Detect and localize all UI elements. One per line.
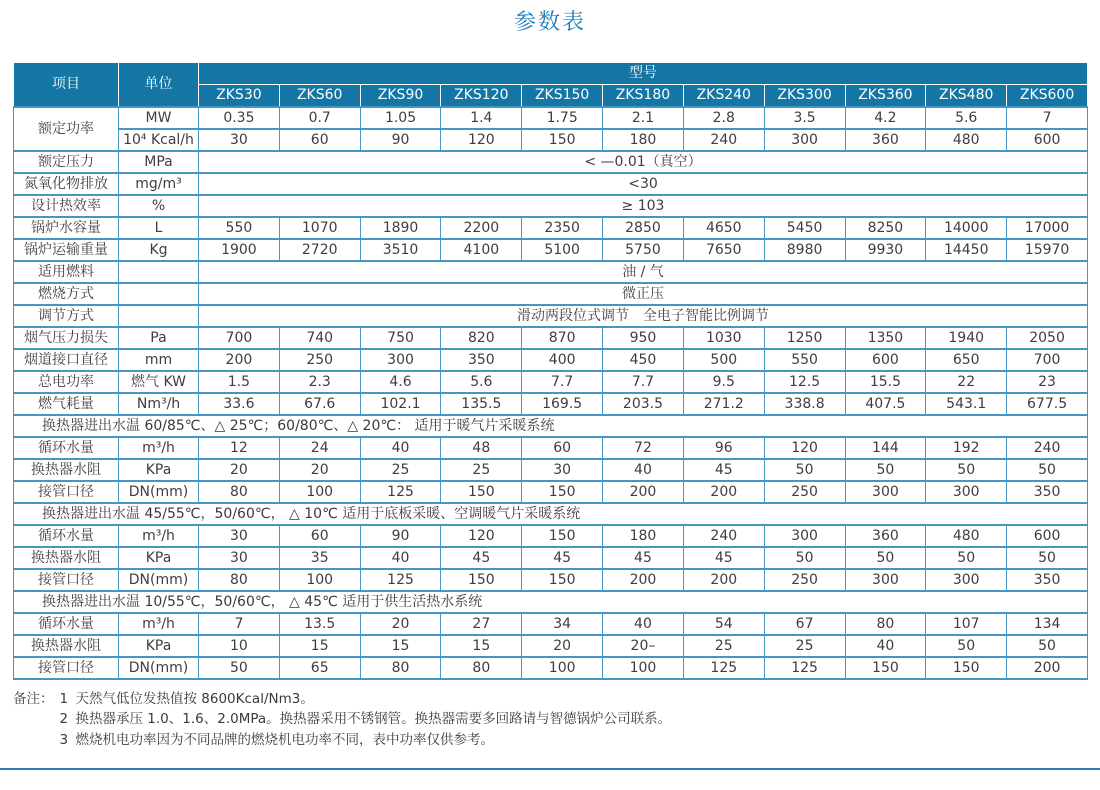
value-cell: 5.6 [926,107,1007,129]
value-cell: 40 [603,459,684,481]
value-cell: 30 [522,459,603,481]
value-cell: 300 [360,349,441,371]
model-group-header: 型号 [199,63,1088,85]
value-cell: 67.6 [279,393,360,415]
section-label: 换热器进出水温 60/85℃、△ 25℃；60/80℃、△ 20℃： 适用于暖气片采暖系统 [14,415,1088,437]
value-cell: 150 [522,569,603,591]
unit-cell: DN(mm) [119,481,199,503]
model-column-header: ZKS90 [360,85,441,108]
value-cell: 50 [926,547,1007,569]
value-cell: 45 [603,547,684,569]
value-cell: 300 [845,569,926,591]
value-cell: 150 [845,657,926,679]
value-cell: 150 [522,525,603,547]
value-cell: 300 [926,481,1007,503]
value-cell: 2200 [441,217,522,239]
value-cell: 200 [683,481,764,503]
value-cell: 350 [1007,569,1088,591]
span-value-cell: ≥ 103 [199,195,1088,217]
value-cell: 2850 [603,217,684,239]
span-value-cell: 滑动两段位式调节 全电子智能比例调节 [199,305,1088,327]
table-row [14,547,1088,569]
row-label: 燃气耗量 [14,393,119,415]
value-cell: 125 [360,569,441,591]
value-cell: 13.5 [279,613,360,635]
value-cell: 4.2 [845,107,926,129]
model-column-header: ZKS600 [1007,85,1088,108]
row-label: 适用燃料 [14,261,119,283]
value-cell: 4.6 [360,371,441,393]
value-cell: 50 [845,459,926,481]
value-cell: 107 [926,613,1007,635]
value-cell: 65 [279,657,360,679]
table-row [14,261,1088,283]
row-label: 额定功率 [14,107,119,151]
value-cell: 12 [199,437,280,459]
value-cell: 200 [199,349,280,371]
value-cell: 600 [1007,525,1088,547]
value-cell: 1350 [845,327,926,349]
value-cell: 1030 [683,327,764,349]
unit-cell: 10⁴ Kcal/h [119,129,199,151]
value-cell: 3.5 [764,107,845,129]
value-cell: 15 [441,635,522,657]
value-cell: 1.4 [441,107,522,129]
row-label: 烟气压力损失 [14,327,119,349]
value-cell: 5450 [764,217,845,239]
value-cell: 40 [360,437,441,459]
value-cell: 480 [926,525,1007,547]
note-number: 1 [59,691,69,707]
value-cell: 90 [360,525,441,547]
value-cell: 50 [1007,459,1088,481]
model-column-header: ZKS360 [845,85,926,108]
value-cell: 2050 [1007,327,1088,349]
value-cell: 700 [1007,349,1088,371]
value-cell: 80 [441,657,522,679]
unit-cell: mg/m³ [119,173,199,195]
table-row [14,283,1088,305]
unit-cell: MPa [119,151,199,173]
unit-cell: 燃气 KW [119,371,199,393]
table-header [14,63,1088,108]
value-cell: 10 [199,635,280,657]
value-cell: 7 [199,613,280,635]
value-cell: 180 [603,129,684,151]
value-cell: 20– [603,635,684,657]
value-cell: 45 [683,459,764,481]
value-cell: 200 [683,569,764,591]
value-cell: 30 [199,547,280,569]
value-cell: 40 [845,635,926,657]
table-row [14,195,1088,217]
value-cell: 360 [845,525,926,547]
unit-cell: KPa [119,635,199,657]
note-number: 2 [59,711,69,728]
value-cell: 5.6 [441,371,522,393]
value-cell: 102.1 [360,393,441,415]
value-cell: 22 [926,371,1007,393]
row-label: 氮氧化物排放 [14,173,119,195]
value-cell: 400 [522,349,603,371]
value-cell: 144 [845,437,926,459]
value-cell: 30 [199,525,280,547]
section-label: 换热器进出水温 10/55℃，50/60℃， △ 45℃ 适用于供生活热水系统 [14,591,1088,613]
value-cell: 20 [199,459,280,481]
value-cell: 20 [522,635,603,657]
unit-cell: MW [119,107,199,129]
value-cell: 9.5 [683,371,764,393]
unit-cell [119,261,199,283]
value-cell: 200 [603,569,684,591]
model-column-header: ZKS300 [764,85,845,108]
value-cell: 50 [845,547,926,569]
value-cell: 15970 [1007,239,1088,261]
model-column-header: ZKS180 [603,85,684,108]
value-cell: 8250 [845,217,926,239]
table-row [14,349,1088,371]
row-label: 循环水量 [14,437,119,459]
value-cell: 50 [1007,635,1088,657]
table-row [14,459,1088,481]
value-cell: 450 [603,349,684,371]
unit-cell: mm [119,349,199,371]
value-cell: 100 [279,481,360,503]
row-label: 设计热效率 [14,195,119,217]
value-cell: 17000 [1007,217,1088,239]
value-cell: 14450 [926,239,1007,261]
span-value-cell: 油 / 气 [199,261,1088,283]
value-cell: 90 [360,129,441,151]
value-cell: 338.8 [764,393,845,415]
row-label: 额定压力 [14,151,119,173]
value-cell: 150 [441,481,522,503]
footer-divider [0,768,1100,770]
unit-cell: m³/h [119,613,199,635]
value-cell: 25 [360,459,441,481]
page-title: 参数表 [513,10,586,35]
note-number: 3 [59,731,69,748]
value-cell: 2.1 [603,107,684,129]
value-cell: 15 [360,635,441,657]
table-row [14,525,1088,547]
unit-cell [119,283,199,305]
value-cell: 650 [926,349,1007,371]
value-cell: 125 [683,657,764,679]
section-label: 换热器进出水温 45/55℃，50/60℃， △ 10℃ 适用于底板采暖、空调暖气片采暖系统 [14,503,1088,525]
note-text: 天然气低位发热值按 8600Kcal/Nm3。 [75,691,314,707]
value-cell: 80 [199,569,280,591]
value-cell: 15.5 [845,371,926,393]
value-cell: 1890 [360,217,441,239]
value-cell: 169.5 [522,393,603,415]
value-cell: 50 [926,459,1007,481]
value-cell: 135.5 [441,393,522,415]
unit-cell [119,305,199,327]
value-cell: 60 [279,129,360,151]
value-cell: 80 [845,613,926,635]
value-cell: 300 [764,525,845,547]
value-cell: 40 [360,547,441,569]
unit-column-header: 单位 [119,63,199,108]
value-cell: 45 [522,547,603,569]
table-row [14,481,1088,503]
value-cell: 150 [522,481,603,503]
note-item [60,689,672,709]
table-row [14,657,1088,679]
value-cell: 1.75 [522,107,603,129]
notes-label: 备注： [13,691,54,707]
value-cell: 4650 [683,217,764,239]
value-cell: 120 [441,129,522,151]
value-cell: 677.5 [1007,393,1088,415]
value-cell: 2720 [279,239,360,261]
value-cell: 543.1 [926,393,1007,415]
row-label: 燃烧方式 [14,283,119,305]
table-row [14,217,1088,239]
row-label: 换热器水阻 [14,459,119,481]
value-cell: 550 [764,349,845,371]
header-row-groups [14,63,1088,85]
value-cell: 250 [279,349,360,371]
row-label: 换热器水阻 [14,547,119,569]
table-row [14,437,1088,459]
value-cell: 250 [764,569,845,591]
value-cell: 300 [845,481,926,503]
value-cell: 1900 [199,239,280,261]
value-cell: 100 [603,657,684,679]
value-cell: 50 [764,547,845,569]
unit-cell: Kg [119,239,199,261]
value-cell: 100 [522,657,603,679]
value-cell: 25 [683,635,764,657]
value-cell: 14000 [926,217,1007,239]
row-label: 循环水量 [14,525,119,547]
value-cell: 600 [845,349,926,371]
value-cell: 60 [522,437,603,459]
value-cell: 150 [926,657,1007,679]
value-cell: 820 [441,327,522,349]
value-cell: 350 [1007,481,1088,503]
value-cell: 1.05 [360,107,441,129]
value-cell: 150 [522,129,603,151]
unit-cell: DN(mm) [119,569,199,591]
unit-cell: DN(mm) [119,657,199,679]
value-cell: 1250 [764,327,845,349]
section-row [14,591,1088,613]
value-cell: 9930 [845,239,926,261]
unit-cell: KPa [119,547,199,569]
value-cell: 34 [522,613,603,635]
value-cell: 100 [279,569,360,591]
value-cell: 150 [441,569,522,591]
span-value-cell: <30 [199,173,1088,195]
table-row [14,151,1088,173]
value-cell: 5750 [603,239,684,261]
note-text: 换热器承压 1.0、1.6、2.0MPa。换热器采用不锈钢管。换热器需要多回路请与智德锅炉公司联系。 [75,711,672,728]
row-label: 锅炉运输重量 [14,239,119,261]
table-row [14,239,1088,261]
value-cell: 600 [1007,129,1088,151]
value-cell: 407.5 [845,393,926,415]
unit-cell: L [119,217,199,239]
value-cell: 300 [764,129,845,151]
value-cell: 25 [441,459,522,481]
model-column-header: ZKS60 [279,85,360,108]
value-cell: 20 [360,613,441,635]
value-cell: 750 [360,327,441,349]
value-cell: 72 [603,437,684,459]
value-cell: 7 [1007,107,1088,129]
model-column-header: ZKS480 [926,85,1007,108]
value-cell: 24 [279,437,360,459]
model-column-header: ZKS240 [683,85,764,108]
value-cell: 2.3 [279,371,360,393]
unit-cell: KPa [119,459,199,481]
value-cell: 30 [199,129,280,151]
value-cell: 80 [360,657,441,679]
value-cell: 33.6 [199,393,280,415]
value-cell: 60 [279,525,360,547]
table-row [14,107,1088,129]
value-cell: 180 [603,525,684,547]
value-cell: 870 [522,327,603,349]
value-cell: 480 [926,129,1007,151]
note-item [60,730,672,750]
note-text: 燃烧机电功率因为不同品牌的燃烧机电功率不同，表中功率仅供参考。 [75,731,494,748]
unit-cell: m³/h [119,437,199,459]
table-body [14,107,1088,679]
table-row [14,371,1088,393]
value-cell: 2.8 [683,107,764,129]
row-label: 锅炉水容量 [14,217,119,239]
value-cell: 700 [199,327,280,349]
value-cell: 271.2 [683,393,764,415]
value-cell: 50 [764,459,845,481]
value-cell: 1.5 [199,371,280,393]
value-cell: 40 [603,613,684,635]
value-cell: 203.5 [603,393,684,415]
row-label: 接管口径 [14,481,119,503]
value-cell: 12.5 [764,371,845,393]
value-cell: 550 [199,217,280,239]
value-cell: 7.7 [603,371,684,393]
row-label: 烟道接口直径 [14,349,119,371]
value-cell: 80 [199,481,280,503]
value-cell: 15 [279,635,360,657]
item-column-header: 项目 [14,63,119,108]
value-cell: 96 [683,437,764,459]
value-cell: 0.7 [279,107,360,129]
value-cell: 20 [279,459,360,481]
unit-cell: Pa [119,327,199,349]
value-cell: 125 [764,657,845,679]
model-column-header: ZKS120 [441,85,522,108]
value-cell: 45 [441,547,522,569]
table-row [14,635,1088,657]
value-cell: 1940 [926,327,1007,349]
value-cell: 240 [683,525,764,547]
value-cell: 5100 [522,239,603,261]
value-cell: 50 [1007,547,1088,569]
value-cell: 8980 [764,239,845,261]
value-cell: 360 [845,129,926,151]
parameters-table [13,62,1088,680]
span-value-cell: 微正压 [199,283,1088,305]
value-cell: 4100 [441,239,522,261]
value-cell: 740 [279,327,360,349]
value-cell: 350 [441,349,522,371]
table-row [14,327,1088,349]
value-cell: 200 [603,481,684,503]
notes [13,689,1100,750]
value-cell: 300 [926,569,1007,591]
row-label: 接管口径 [14,569,119,591]
value-cell: 50 [199,657,280,679]
value-cell: 3510 [360,239,441,261]
value-cell: 35 [279,547,360,569]
table-row [14,569,1088,591]
table-row [14,613,1088,635]
row-label: 接管口径 [14,657,119,679]
model-column-header: ZKS150 [522,85,603,108]
row-label: 总电功率 [14,371,119,393]
model-column-header: ZKS30 [199,85,280,108]
section-row [14,503,1088,525]
value-cell: 120 [764,437,845,459]
value-cell: 45 [683,547,764,569]
value-cell: 54 [683,613,764,635]
value-cell: 0.35 [199,107,280,129]
row-label: 换热器水阻 [14,635,119,657]
note-item [60,709,672,729]
value-cell: 7650 [683,239,764,261]
value-cell: 125 [360,481,441,503]
value-cell: 50 [926,635,1007,657]
value-cell: 500 [683,349,764,371]
unit-cell: m³/h [119,525,199,547]
note-list [60,689,672,750]
value-cell: 27 [441,613,522,635]
value-cell: 192 [926,437,1007,459]
value-cell: 250 [764,481,845,503]
value-cell: 240 [1007,437,1088,459]
value-cell: 120 [441,525,522,547]
section-row [14,415,1088,437]
value-cell: 25 [764,635,845,657]
value-cell: 950 [603,327,684,349]
value-cell: 240 [683,129,764,151]
table-row [14,305,1088,327]
value-cell: 1070 [279,217,360,239]
row-label: 调节方式 [14,305,119,327]
span-value-cell: < —0.01（真空） [199,151,1088,173]
table-row [14,129,1088,151]
value-cell: 134 [1007,613,1088,635]
value-cell: 200 [1007,657,1088,679]
unit-cell: Nm³/h [119,393,199,415]
table-row [14,173,1088,195]
value-cell: 67 [764,613,845,635]
value-cell: 7.7 [522,371,603,393]
row-label: 循环水量 [14,613,119,635]
value-cell: 23 [1007,371,1088,393]
value-cell: 2350 [522,217,603,239]
value-cell: 48 [441,437,522,459]
table-row [14,393,1088,415]
unit-cell: % [119,195,199,217]
